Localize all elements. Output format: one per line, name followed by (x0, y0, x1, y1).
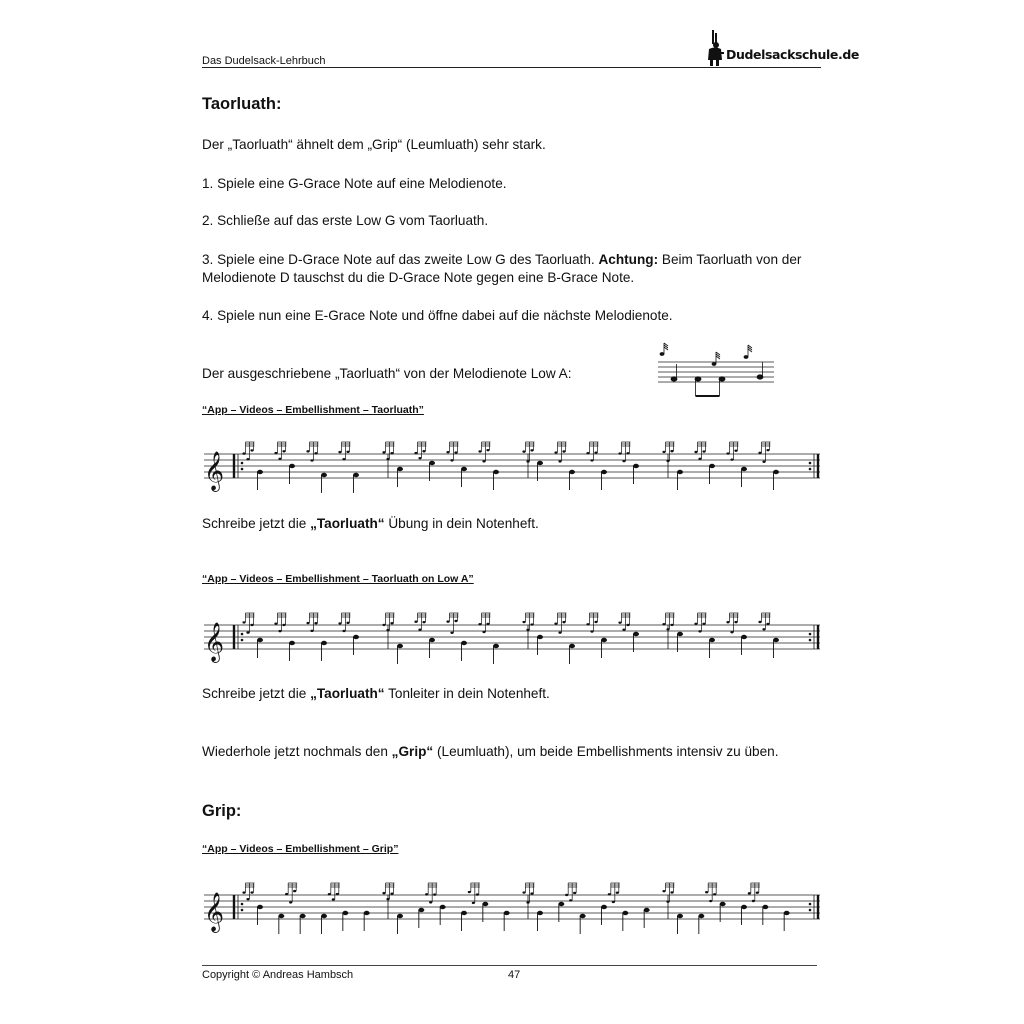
write-scale-text (202, 685, 550, 703)
video-caption-grip[interactable]: “App – Videos – Embellishment – Grip” (202, 843, 399, 855)
treble-clef-icon: 𝄞 (204, 622, 225, 662)
book-title: Das Dudelsack-Lehrbuch (202, 55, 326, 67)
treble-clef-icon: 𝄞 (204, 892, 225, 932)
step-2: 2. Schließe auf das erste Low G vom Taorluath. (202, 213, 489, 228)
write-exercise-lead: Schreibe jetzt die (202, 516, 311, 531)
repeat-grip-lead: Wiederhole jetzt nochmals den (202, 744, 392, 759)
page-number: 47 (508, 969, 521, 981)
footer-rule (202, 965, 817, 966)
taorluath-example-notation (656, 340, 776, 404)
step-4: 4. Spiele nun eine E-Grace Note und öffne dabei auf die nächste Melodienote. (202, 308, 673, 323)
write-scale-lead: Schreibe jetzt die (202, 686, 311, 701)
site-logo (706, 30, 859, 66)
header-rule (202, 67, 821, 68)
video-caption-taorluath-low-a[interactable]: “App – Videos – Embellishment – Taorluath on Low A” (202, 573, 474, 585)
repeat-grip-text (202, 743, 779, 761)
step-3-text: 3. Spiele eine D-Grace Note auf das zweite Low G des Taorluath. (202, 252, 599, 267)
copyright: Copyright © Andreas Hambsch (202, 969, 354, 981)
write-scale-bold: „Taorluath“ (310, 686, 385, 701)
write-exercise-tail: Übung in dein Notenheft. (384, 516, 539, 531)
written-out-label: Der ausgeschriebene „Taorluath“ von der Melodienote Low A: (202, 366, 572, 381)
write-scale-tail: Tonleiter in dein Notenheft. (384, 686, 550, 701)
step-3-warning: Achtung: (598, 252, 659, 267)
step-3 (202, 251, 826, 287)
notation-staff-taorluath-low-a (200, 603, 824, 673)
notation-staff-grip (200, 873, 824, 943)
intro-text: Der „Taorluath“ ähnelt dem „Grip“ (Leumluath) sehr stark. (202, 137, 546, 152)
write-exercise-bold: „Taorluath“ (310, 516, 385, 531)
treble-clef-icon: 𝄞 (204, 451, 225, 491)
step-1: 1. Spiele eine G-Grace Note auf eine Melodienote. (202, 176, 507, 191)
video-caption-taorluath[interactable]: “App – Videos – Embellishment – Taorluath” (202, 404, 424, 416)
repeat-grip-bold: „Grip“ (391, 744, 434, 759)
write-exercise-text (202, 515, 539, 533)
section-title-grip: Grip: (202, 802, 242, 820)
section-title-taorluath: Taorluath: (202, 95, 282, 113)
logo-text: Dudelsackschule.de (726, 47, 859, 62)
repeat-grip-tail: (Leumluath), um beide Embellishments intensiv zu üben. (433, 744, 779, 759)
step-3-text-cont: Beim Taorluath von der Melodienote D tauschst du die D-Grace Note gegen eine B-Grace Note. (202, 252, 802, 285)
bagpiper-icon (706, 30, 724, 66)
notation-staff-taorluath (200, 432, 824, 502)
